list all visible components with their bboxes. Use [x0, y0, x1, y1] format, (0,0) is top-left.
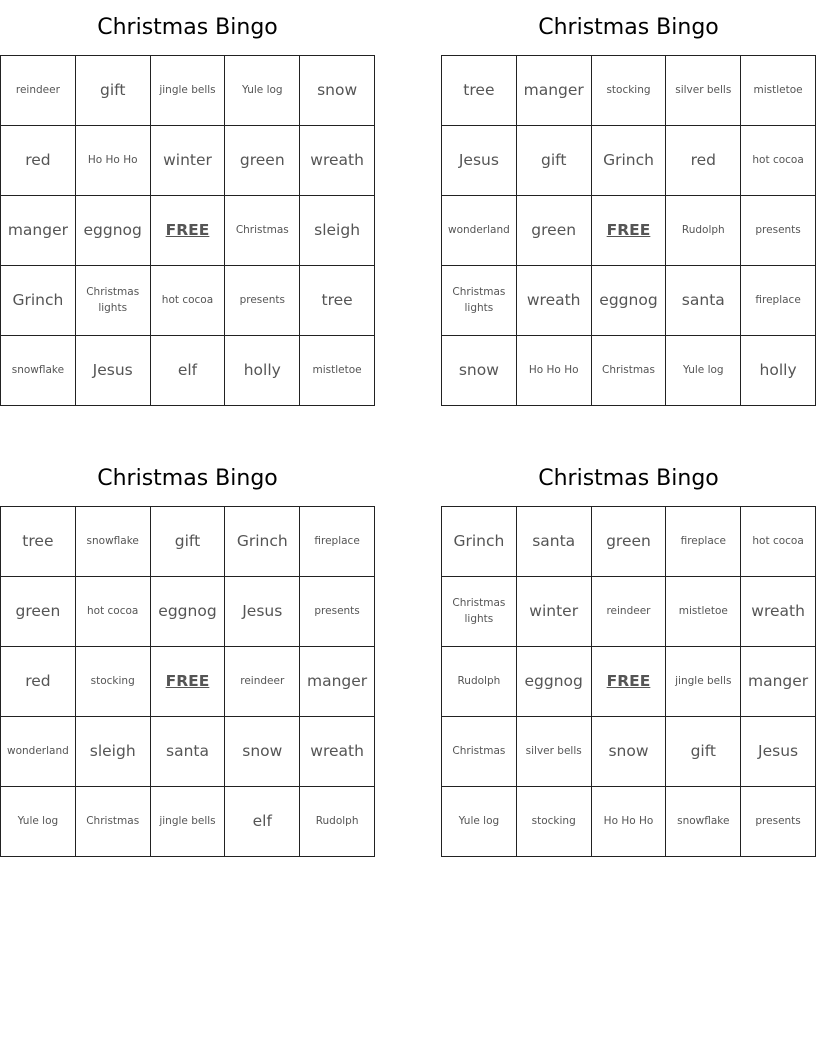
bingo-cell: winter: [151, 126, 226, 196]
bingo-cell: Yule log: [442, 787, 517, 857]
bingo-cell: hot cocoa: [741, 507, 816, 577]
bingo-cell: mistletoe: [741, 56, 816, 126]
bingo-cell: presents: [741, 787, 816, 857]
bingo-cell: green: [592, 507, 667, 577]
bingo-cell: snowflake: [1, 336, 76, 406]
bingo-cell: reindeer: [1, 56, 76, 126]
bingo-cell: red: [1, 126, 76, 196]
bingo-cell: stocking: [517, 787, 592, 857]
bingo-cell: Rudolph: [666, 196, 741, 266]
bingo-cell: eggnog: [151, 577, 226, 647]
bingo-cell: wreath: [517, 266, 592, 336]
bingo-cell: sleigh: [76, 717, 151, 787]
bingo-cell: Ho Ho Ho: [592, 787, 667, 857]
bingo-cell: Yule log: [225, 56, 300, 126]
bingo-cell: snowflake: [76, 507, 151, 577]
bingo-cell: hot cocoa: [76, 577, 151, 647]
bingo-cell: manger: [741, 647, 816, 717]
bingo-cell: eggnog: [517, 647, 592, 717]
bingo-cell: stocking: [592, 56, 667, 126]
bingo-cell: red: [1, 647, 76, 717]
bingo-cell: Rudolph: [300, 787, 375, 857]
bingo-cell: Grinch: [442, 507, 517, 577]
bingo-cell: Yule log: [666, 336, 741, 406]
bingo-cell: Jesus: [442, 126, 517, 196]
bingo-cell: green: [1, 577, 76, 647]
bingo-cell: snow: [442, 336, 517, 406]
bingo-cell: fireplace: [741, 266, 816, 336]
bingo-cell: jingle bells: [151, 787, 226, 857]
bingo-cell: Jesus: [225, 577, 300, 647]
bingo-cell: tree: [1, 507, 76, 577]
bingo-cell: elf: [151, 336, 226, 406]
bingo-cell: elf: [225, 787, 300, 857]
bingo-cell: santa: [151, 717, 226, 787]
bingo-cell: winter: [517, 577, 592, 647]
bingo-cell: snow: [225, 717, 300, 787]
bingo-cell: wreath: [741, 577, 816, 647]
bingo-cell: Ho Ho Ho: [517, 336, 592, 406]
bingo-cell: Christmas: [592, 336, 667, 406]
bingo-cell: gift: [76, 56, 151, 126]
free-space: FREE: [151, 647, 226, 717]
bingo-cell: gift: [517, 126, 592, 196]
bingo-cell: gift: [151, 507, 226, 577]
bingo-cell: silver bells: [517, 717, 592, 787]
bingo-cell: eggnog: [592, 266, 667, 336]
bingo-cell: Rudolph: [442, 647, 517, 717]
bingo-cell: wonderland: [1, 717, 76, 787]
bingo-cell: eggnog: [76, 196, 151, 266]
bingo-card-4: [441, 451, 816, 857]
card-title: Christmas Bingo: [97, 466, 278, 491]
bingo-cell: tree: [442, 56, 517, 126]
bingo-cell: mistletoe: [300, 336, 375, 406]
bingo-cell: Grinch: [225, 507, 300, 577]
bingo-cell: wreath: [300, 717, 375, 787]
bingo-grid: [441, 55, 816, 406]
bingo-grid: [441, 506, 816, 857]
card-title: Christmas Bingo: [538, 466, 719, 491]
bingo-cell: Ho Ho Ho: [76, 126, 151, 196]
bingo-cell: snow: [592, 717, 667, 787]
bingo-cell: presents: [741, 196, 816, 266]
bingo-cell: Christmas lights: [442, 577, 517, 647]
bingo-cell: manger: [1, 196, 76, 266]
bingo-cell: tree: [300, 266, 375, 336]
bingo-grid: [0, 506, 375, 857]
free-space: FREE: [151, 196, 226, 266]
bingo-cell: hot cocoa: [151, 266, 226, 336]
bingo-cell: jingle bells: [666, 647, 741, 717]
bingo-cell: fireplace: [666, 507, 741, 577]
bingo-cell: fireplace: [300, 507, 375, 577]
bingo-cell: mistletoe: [666, 577, 741, 647]
bingo-cell: manger: [300, 647, 375, 717]
bingo-cell: presents: [225, 266, 300, 336]
free-space: FREE: [592, 647, 667, 717]
bingo-cell: holly: [225, 336, 300, 406]
bingo-cell: Christmas: [76, 787, 151, 857]
bingo-card-1: [0, 0, 375, 406]
bingo-cell: holly: [741, 336, 816, 406]
bingo-cell: Christmas lights: [76, 266, 151, 336]
bingo-cell: jingle bells: [151, 56, 226, 126]
bingo-cell: green: [517, 196, 592, 266]
bingo-cell: sleigh: [300, 196, 375, 266]
card-title: Christmas Bingo: [97, 15, 278, 40]
card-title: Christmas Bingo: [538, 15, 719, 40]
bingo-cell: Grinch: [592, 126, 667, 196]
bingo-cell: silver bells: [666, 56, 741, 126]
bingo-cell: reindeer: [592, 577, 667, 647]
bingo-cell: red: [666, 126, 741, 196]
bingo-cell: Christmas: [442, 717, 517, 787]
bingo-cell: hot cocoa: [741, 126, 816, 196]
bingo-grid: [0, 55, 375, 406]
bingo-cell: Yule log: [1, 787, 76, 857]
bingo-card-2: [441, 0, 816, 406]
bingo-cell: stocking: [76, 647, 151, 717]
bingo-cell: wreath: [300, 126, 375, 196]
bingo-cell: manger: [517, 56, 592, 126]
bingo-cell: Grinch: [1, 266, 76, 336]
bingo-cell: gift: [666, 717, 741, 787]
bingo-card-3: [0, 451, 375, 857]
bingo-cell: reindeer: [225, 647, 300, 717]
free-space: FREE: [592, 196, 667, 266]
bingo-cell: Jesus: [76, 336, 151, 406]
bingo-cell: snow: [300, 56, 375, 126]
bingo-cell: Christmas: [225, 196, 300, 266]
bingo-cell: presents: [300, 577, 375, 647]
bingo-cell: santa: [517, 507, 592, 577]
bingo-cell: wonderland: [442, 196, 517, 266]
bingo-cell: snowflake: [666, 787, 741, 857]
bingo-cell: green: [225, 126, 300, 196]
bingo-cell: Jesus: [741, 717, 816, 787]
bingo-cell: santa: [666, 266, 741, 336]
bingo-cell: Christmas lights: [442, 266, 517, 336]
